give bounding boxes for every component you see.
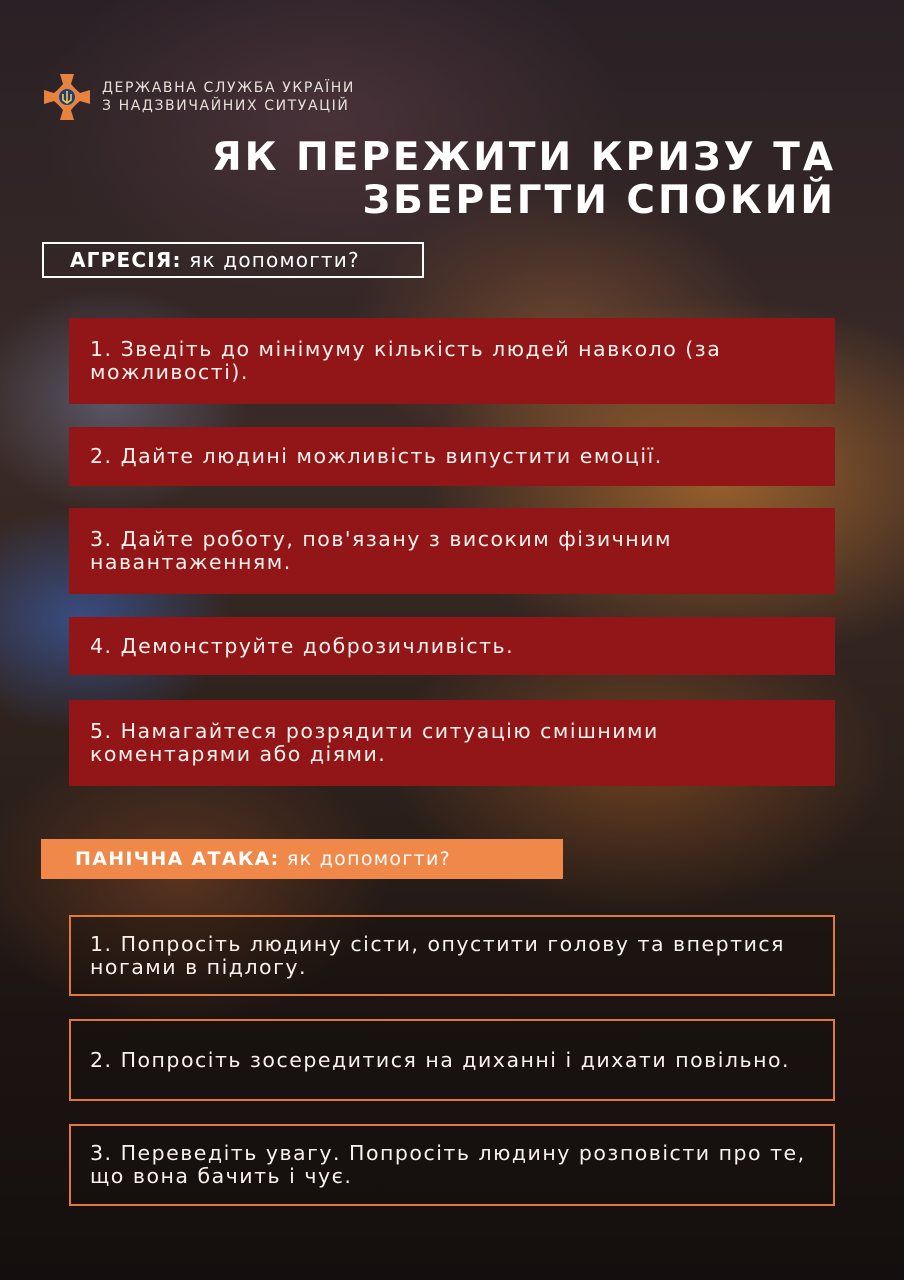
panic-heading [41, 839, 563, 879]
title-line2: ЗБЕРЕГТИ СПОКИЙ [362, 178, 836, 223]
panic-item-3: 3. Переведіть увагу. Попросіть людину розповісти про те, що вона бачить і чує. [69, 1124, 835, 1206]
aggression-item-4: 4. Демонструйте доброзичливість. [69, 617, 835, 675]
dsns-logo [42, 72, 355, 122]
page-title [212, 136, 836, 222]
aggression-heading [42, 242, 424, 278]
title-line1: ЯК ПЕРЕЖИТИ КРИЗУ ТА [211, 135, 836, 180]
aggression-item-3: 3. Дайте роботу, пов'язану з високим фізичним навантаженням. [69, 508, 835, 594]
panic-heading-bold: ПАНІЧНА АТАКА: [75, 848, 280, 870]
aggression-heading-bold: АГРЕСІЯ: [70, 248, 182, 272]
aggression-item-5: 5. Намагайтеся розрядити ситуацію смішними коментарями або діями. [69, 700, 835, 786]
aggression-heading-rest: як допомогти? [181, 248, 360, 272]
org-name-line2: З НАДЗВИЧАЙНИХ СИТУАЦІЙ [102, 98, 350, 114]
dsns-emblem-icon [42, 72, 92, 122]
org-name-line1: ДЕРЖАВНА СЛУЖБА УКРАЇНИ [102, 80, 356, 96]
panic-heading-rest: як допомогти? [279, 848, 451, 870]
aggression-item-2: 2. Дайте людині можливість випустити емоції. [69, 427, 835, 486]
panic-item-1: 1. Попросіть людину сісти, опустити голову та впертися ногами в підлогу. [69, 915, 835, 996]
panic-item-2: 2. Попросіть зосередитися на диханні і дихати повільно. [69, 1019, 835, 1101]
aggression-item-1: 1. Зведіть до мінімуму кількість людей навколо (за можливості). [69, 318, 835, 404]
